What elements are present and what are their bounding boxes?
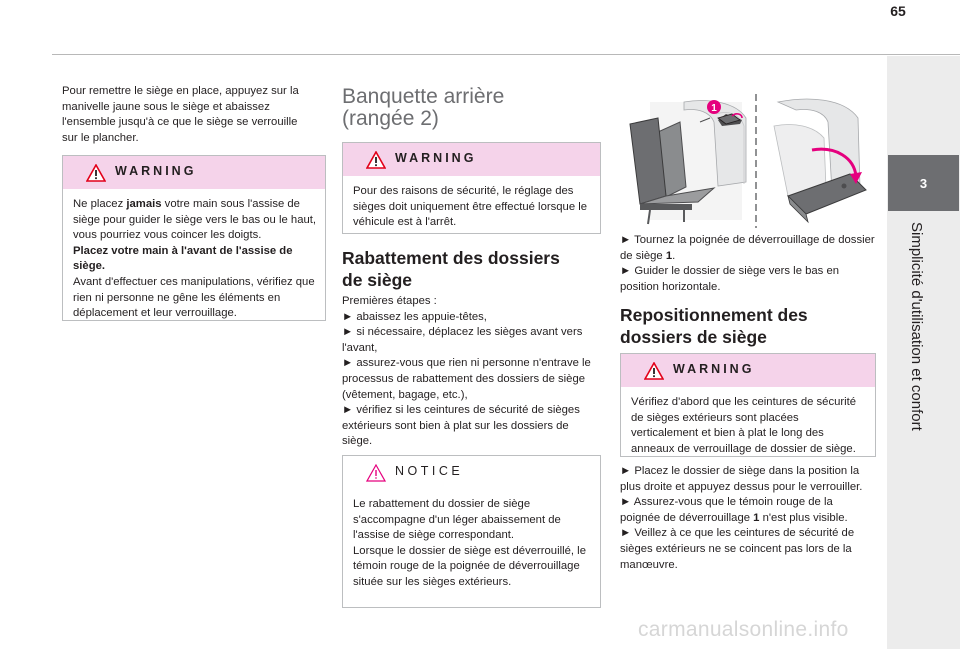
notice-title: NOTICE [395,464,464,478]
callout-marker-1 [707,100,721,114]
warning-header [63,156,325,189]
warning-header [621,354,875,387]
first-steps-list [342,294,601,450]
warning-title: WARNING [115,164,197,178]
warning-title: WARNING [673,362,755,376]
warning-box-1 [62,155,326,321]
warning-body [343,176,600,239]
list-item: ► Assurez-vous que le témoin rouge de la poignée de déverrouillage 1 n'est plus visible. [620,496,848,524]
warning-text: Ne placez jamais votre main sous l'assise de siège pour guider le siège vers le bas ou le haut, vous pourriez vous coincer les doigts. Placez votre main à l'avant de l'assise de siège. Avant d'effectuer ces manipulations, vérifiez que rien ni personne ne gêne les éléments en déplacement et leur verrouillage. [73,198,317,320]
warning-text: Vérifiez d'abord que les ceintures de sécurité de sièges extérieurs sont placées verticalement et bien à plat le long des anneaux de verrouillage de dossier de siège. [631,396,857,455]
list-item: ► Guider le dossier de siège vers le bas en position horizontale. [620,265,840,293]
warning-triangle-icon [366,151,386,169]
warning-body [621,387,875,465]
warning-triangle-icon [86,164,106,182]
reinstall-paragraph: Pour remettre le siège en place, appuyez sur la manivelle jaune sous le siège et abaissez l'ensemble jusqu'à ce que le siège se verrouille sur le plancher. [62,85,299,144]
warning-text: Pour des raisons de sécurité, le réglage des sièges doit uniquement être effectué lorsque le véhicule est à l'arrêt. [353,185,588,229]
notice-text-a: Le rabattement du dossier de siège s'accompagne d'un léger abaissement de l'assise de siège correspondant. [353,498,561,542]
warning-box-3 [620,353,876,457]
list-item: ► si nécessaire, déplacez les sièges avant vers l'avant, [342,326,583,354]
notice-text-b: Lorsque le dossier de siège est déverrouillé, le témoin rouge de la poignée de déverrouillage située sur les sièges extérieurs. [353,544,586,588]
watermark: carmanualsonline.info [638,618,849,641]
warning-body [63,189,325,330]
header-rule [52,54,960,55]
subsection-heading-fold: Rabattement des dossiers de siège [342,248,560,290]
list-item: ► abaissez les appuie-têtes, [342,310,487,323]
steps-intro: Premières étapes : [342,295,437,307]
notice-triangle-icon [366,464,386,482]
warning-triangle-icon [644,362,664,380]
notice-header [343,456,600,489]
chapter-tab-title: Simplicité d'utilisation et confort [908,222,925,431]
list-item: ► Placez le dossier de siège dans la position la plus droite et appuyez dessus pour le verrouiller. [620,465,863,493]
seat-folding-illustration [618,92,876,230]
warning-title: WARNING [395,151,477,165]
section-heading-rear-bench: Banquette arrière (rangée 2) [342,85,505,130]
folded-seat-drawing [774,99,866,222]
chapter-tab-number[interactable]: 3 [888,155,959,211]
list-item: ► Tournez la poignée de déverrouillage de dossier de siège 1. [620,234,875,262]
fold-instructions [620,233,876,295]
reposition-instructions [620,464,876,573]
page-number: 65 [890,3,906,19]
notice-box [342,455,601,608]
list-item: ► Veillez à ce que les ceintures de sécurité de sièges extérieurs ne se coincent pas lors de la manœuvre. [620,527,855,571]
warning-box-2 [342,142,601,234]
warning-header [343,143,600,176]
subsection-heading-reposition: Repositionnement des dossiers de siège [620,305,808,347]
list-item: ► assurez-vous que rien ni personne n'entrave le processus de rabattement des dossiers de siège (vêtement, bagage, etc.), [342,357,591,401]
svg-text:1: 1 [711,103,717,114]
notice-body [343,489,600,599]
list-item: ► vérifiez si les ceintures de sécurité de sièges extérieurs sont bien à plat sur les dossiers de siège. [342,404,580,448]
